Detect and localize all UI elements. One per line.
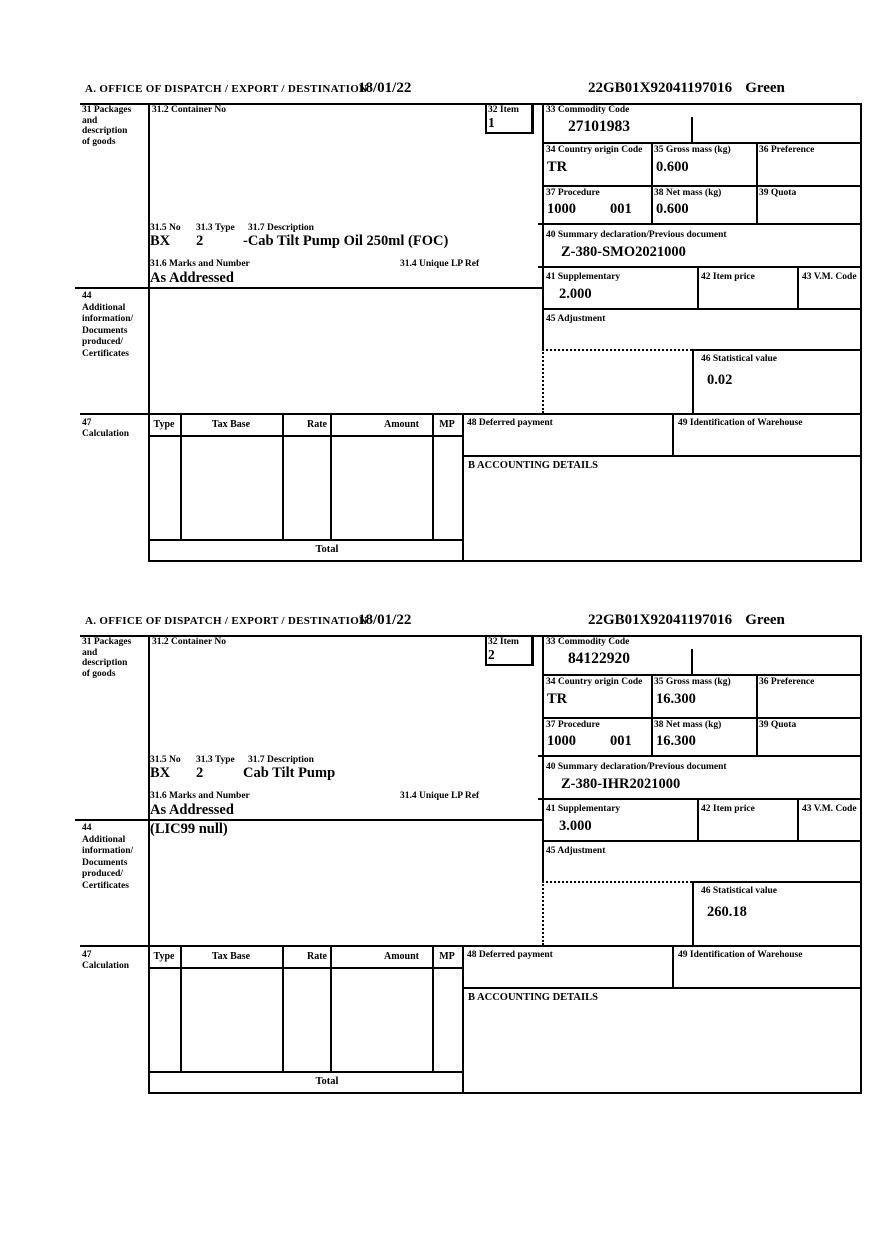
divider-line bbox=[672, 945, 674, 987]
supplementary-units-value: 2.000 bbox=[559, 286, 592, 302]
divider-line bbox=[542, 840, 862, 842]
field-32-item-label: 32 Item bbox=[488, 637, 519, 647]
declaration-item-section-1 bbox=[80, 82, 864, 566]
divider-line bbox=[542, 717, 862, 719]
divider-line bbox=[538, 798, 862, 800]
gross-mass-value: 0.600 bbox=[656, 159, 689, 175]
divider-line bbox=[485, 635, 487, 664]
packages-no-value: BX bbox=[150, 233, 171, 249]
dotted-divider bbox=[542, 349, 692, 351]
field-31-packages-label: 31 Packages and description of goods bbox=[82, 637, 132, 680]
field-31-3-type-label: 31.3 Type bbox=[196, 223, 235, 233]
divider-line bbox=[797, 798, 799, 840]
calc-header-amount: Amount bbox=[383, 951, 419, 962]
divider-line bbox=[485, 132, 533, 134]
divider-line bbox=[756, 142, 758, 223]
field-40-summary-label: 40 Summary declaration/Previous document bbox=[546, 762, 727, 772]
movement-reference-number: 22GB01X92041197016 bbox=[588, 612, 733, 628]
dotted-divider bbox=[542, 349, 544, 413]
country-origin-value: TR bbox=[547, 159, 568, 175]
divider-line bbox=[148, 967, 462, 969]
divider-line bbox=[756, 674, 758, 755]
divider-line bbox=[691, 117, 693, 142]
field-39-quota-label: 39 Quota bbox=[759, 720, 797, 730]
packages-no-value: BX bbox=[150, 765, 171, 781]
goods-description-value: -Cab Tilt Pump Oil 250ml (FOC) bbox=[243, 233, 449, 249]
divider-line bbox=[148, 103, 150, 562]
item-number-value: 2 bbox=[488, 647, 495, 662]
declaration-reference bbox=[588, 612, 785, 629]
country-origin-value: TR bbox=[547, 691, 568, 707]
movement-reference-number: 22GB01X92041197016 bbox=[588, 80, 733, 96]
field-48-deferred-label: 48 Deferred payment bbox=[467, 418, 553, 428]
declaration-reference bbox=[588, 80, 785, 97]
net-mass-value: 16.300 bbox=[656, 733, 696, 749]
divider-line bbox=[542, 185, 862, 187]
commodity-code-value: 27101983 bbox=[568, 118, 630, 135]
field-31-6-marks-label: 31.6 Marks and Number bbox=[150, 791, 250, 801]
field-47-calculation-label: 47 Calculation bbox=[82, 418, 129, 439]
procedure-code-value: 1000 bbox=[547, 733, 576, 749]
divider-line bbox=[697, 798, 699, 840]
calc-header-type: Type bbox=[153, 951, 175, 962]
divider-line bbox=[538, 266, 862, 268]
declaration-date: 18/01/22 bbox=[358, 612, 412, 628]
field-41-supplementary-label: 41 Supplementary bbox=[546, 272, 621, 282]
accounting-details-label: B ACCOUNTING DETAILS bbox=[468, 992, 598, 1003]
calc-header-type: Type bbox=[153, 419, 175, 430]
field-42-item-price-label: 42 Item price bbox=[701, 804, 755, 814]
divider-line bbox=[531, 635, 534, 666]
field-45-adjustment-label: 45 Adjustment bbox=[546, 846, 606, 856]
field-49-warehouse-label: 49 Identification of Warehouse bbox=[678, 418, 803, 428]
divider-line bbox=[75, 819, 542, 821]
divider-line bbox=[697, 266, 699, 308]
divider-line bbox=[538, 755, 862, 757]
dotted-divider bbox=[542, 881, 544, 945]
divider-line bbox=[672, 413, 674, 455]
calc-header-mp: MP bbox=[439, 419, 455, 430]
divider-line bbox=[542, 308, 862, 310]
office-of-dispatch-label: A. OFFICE OF DISPATCH / EXPORT / DESTINATION bbox=[85, 83, 368, 95]
field-31-packages-label: 31 Packages and description of goods bbox=[82, 105, 132, 148]
divider-line bbox=[651, 674, 653, 755]
divider-line bbox=[797, 266, 799, 308]
divider-line bbox=[148, 539, 462, 541]
field-32-item-label: 32 Item bbox=[488, 105, 519, 115]
field-40-summary-label: 40 Summary declaration/Previous document bbox=[546, 230, 727, 240]
routing-status: Green bbox=[745, 80, 785, 96]
field-41-supplementary-label: 41 Supplementary bbox=[546, 804, 621, 814]
divider-line bbox=[542, 103, 544, 349]
divider-line bbox=[462, 455, 862, 457]
field-42-item-price-label: 42 Item price bbox=[701, 272, 755, 282]
calc-total-label: Total bbox=[315, 544, 339, 555]
divider-line bbox=[485, 664, 533, 666]
field-37-procedure-label: 37 Procedure bbox=[546, 720, 600, 730]
field-34-origin-label: 34 Country origin Code bbox=[546, 145, 643, 155]
divider-line bbox=[691, 649, 693, 674]
calc-header-rate: Rate bbox=[307, 951, 327, 962]
procedure-code-value: 1000 bbox=[547, 201, 576, 217]
field-48-deferred-label: 48 Deferred payment bbox=[467, 950, 553, 960]
calc-header-amount: Amount bbox=[383, 419, 419, 430]
field-31-6-marks-label: 31.6 Marks and Number bbox=[150, 259, 250, 269]
divider-line bbox=[651, 142, 653, 223]
gross-mass-value: 16.300 bbox=[656, 691, 696, 707]
field-39-quota-label: 39 Quota bbox=[759, 188, 797, 198]
field-49-warehouse-label: 49 Identification of Warehouse bbox=[678, 950, 803, 960]
goods-description-value: Cab Tilt Pump bbox=[243, 765, 336, 781]
declaration-date: 18/01/22 bbox=[358, 80, 412, 96]
accounting-details-label: B ACCOUNTING DETAILS bbox=[468, 460, 598, 471]
divider-line bbox=[462, 945, 464, 1092]
divider-line bbox=[148, 560, 862, 562]
summary-declaration-value: Z-380-IHR2021000 bbox=[561, 776, 681, 792]
divider-line bbox=[148, 435, 462, 437]
net-mass-value: 0.600 bbox=[656, 201, 689, 217]
divider-line bbox=[860, 103, 862, 562]
divider-line bbox=[531, 103, 534, 134]
office-of-dispatch-label: A. OFFICE OF DISPATCH / EXPORT / DESTINATION bbox=[85, 615, 368, 627]
field-33-commodity-label: 33 Commodity Code bbox=[546, 637, 630, 647]
field-46-statistical-label: 46 Statistical value bbox=[701, 886, 777, 896]
additional-information-value: (LIC99 null) bbox=[150, 821, 228, 837]
divider-line bbox=[148, 635, 150, 1094]
field-31-3-type-label: 31.3 Type bbox=[196, 755, 235, 765]
field-31-7-description-label: 31.7 Description bbox=[248, 223, 314, 233]
field-44-additional-label: 44 Additional information/ Documents produced/ Certificates bbox=[82, 823, 134, 891]
field-43-vm-code-label: 43 V.M. Code bbox=[802, 272, 857, 282]
calc-header-mp: MP bbox=[439, 951, 455, 962]
field-31-7-description-label: 31.7 Description bbox=[248, 755, 314, 765]
field-31-4-lp-ref-label: 31.4 Unique LP Ref bbox=[400, 791, 480, 801]
supplementary-units-value: 3.000 bbox=[559, 818, 592, 834]
field-38-net-mass-label: 38 Net mass (kg) bbox=[654, 720, 722, 730]
calc-header-tax-base: Tax Base bbox=[211, 419, 251, 430]
field-33-commodity-label: 33 Commodity Code bbox=[546, 105, 630, 115]
divider-line bbox=[542, 674, 862, 676]
divider-line bbox=[75, 287, 542, 289]
procedure-code-suffix-value: 001 bbox=[610, 733, 632, 749]
field-31-4-lp-ref-label: 31.4 Unique LP Ref bbox=[400, 259, 480, 269]
field-43-vm-code-label: 43 V.M. Code bbox=[802, 804, 857, 814]
summary-declaration-value: Z-380-SMO2021000 bbox=[561, 244, 686, 260]
divider-line bbox=[692, 881, 862, 883]
divider-line bbox=[860, 635, 862, 1094]
divider-line bbox=[148, 1092, 862, 1094]
declaration-item-section-2 bbox=[80, 614, 864, 1098]
calc-total-label: Total bbox=[315, 1076, 339, 1087]
procedure-code-suffix-value: 001 bbox=[610, 201, 632, 217]
field-47-calculation-label: 47 Calculation bbox=[82, 950, 129, 971]
commodity-code-value: 84122920 bbox=[568, 650, 630, 667]
divider-line bbox=[692, 881, 694, 945]
field-35-gross-mass-label: 35 Gross mass (kg) bbox=[654, 677, 731, 687]
packages-type-value: 2 bbox=[196, 765, 204, 781]
divider-line bbox=[462, 987, 862, 989]
dotted-divider bbox=[542, 881, 692, 883]
field-31-2-container-label: 31.2 Container No bbox=[152, 105, 226, 115]
field-46-statistical-label: 46 Statistical value bbox=[701, 354, 777, 364]
field-44-additional-label: 44 Additional information/ Documents produced/ Certificates bbox=[82, 291, 134, 359]
divider-line bbox=[542, 142, 862, 144]
divider-line bbox=[692, 349, 862, 351]
divider-line bbox=[692, 349, 694, 413]
statistical-value: 260.18 bbox=[707, 904, 747, 920]
field-38-net-mass-label: 38 Net mass (kg) bbox=[654, 188, 722, 198]
divider-line bbox=[462, 413, 464, 560]
calc-header-tax-base: Tax Base bbox=[211, 951, 251, 962]
field-36-preference-label: 36 Preference bbox=[759, 145, 815, 155]
divider-line bbox=[542, 635, 544, 881]
field-35-gross-mass-label: 35 Gross mass (kg) bbox=[654, 145, 731, 155]
divider-line bbox=[148, 1071, 462, 1073]
field-31-5-no-label: 31.5 No bbox=[150, 755, 181, 765]
statistical-value: 0.02 bbox=[707, 372, 733, 388]
field-31-5-no-label: 31.5 No bbox=[150, 223, 181, 233]
marks-and-number-value: As Addressed bbox=[150, 802, 234, 818]
field-31-2-container-label: 31.2 Container No bbox=[152, 637, 226, 647]
divider-line bbox=[538, 223, 862, 225]
calc-header-rate: Rate bbox=[307, 419, 327, 430]
marks-and-number-value: As Addressed bbox=[150, 270, 234, 286]
item-number-value: 1 bbox=[488, 115, 495, 130]
divider-line bbox=[485, 103, 487, 132]
packages-type-value: 2 bbox=[196, 233, 204, 249]
field-45-adjustment-label: 45 Adjustment bbox=[546, 314, 606, 324]
field-34-origin-label: 34 Country origin Code bbox=[546, 677, 643, 687]
field-37-procedure-label: 37 Procedure bbox=[546, 188, 600, 198]
routing-status: Green bbox=[745, 612, 785, 628]
field-36-preference-label: 36 Preference bbox=[759, 677, 815, 687]
